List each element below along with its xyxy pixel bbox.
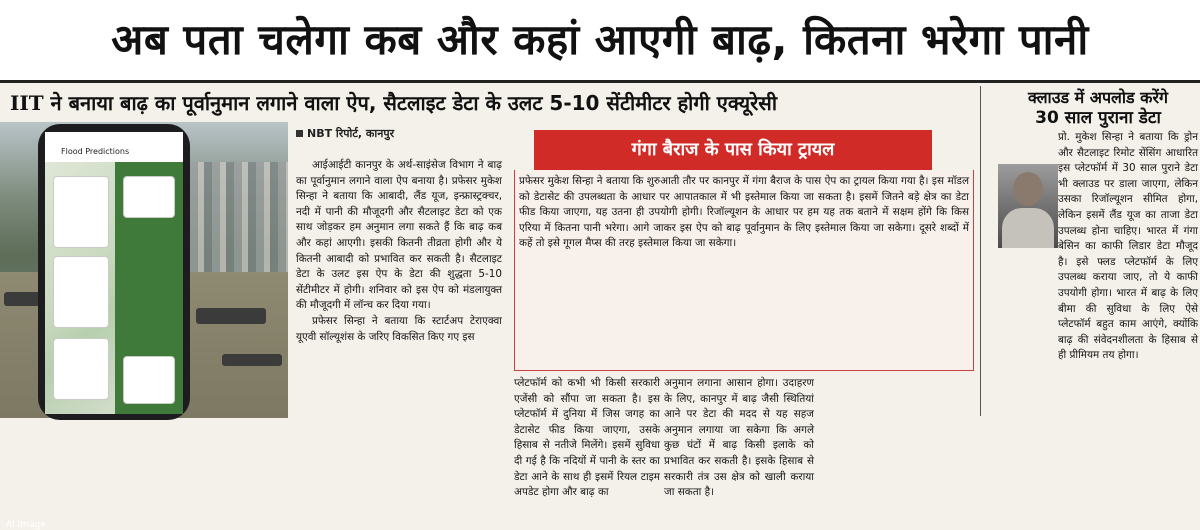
photo-credit: AI Image [6, 520, 46, 530]
subhead-iit: IIT [10, 91, 44, 115]
photo-city [190, 162, 288, 272]
photo-boat [222, 354, 282, 366]
headline-text: अब पता चलेगा कब और कहां आएगी बाढ़, कितना भरेगा पानी [111, 15, 1089, 64]
app-card [53, 176, 109, 248]
trial-box [514, 170, 974, 371]
side-heading-line-2: 30 साल पुराना डेटा [1035, 108, 1161, 128]
byline-square-icon [296, 130, 303, 137]
app-card [53, 256, 109, 328]
phone-screen [45, 132, 183, 414]
article-column-2: प्लेटफॉर्म को कभी भी किसी सरकारी एजेंसी को सौंपा जा सकता है। इस प्लेटफॉर्म में दुनिया में जिस जगह का डेटासेट फीड किया जाएगा, उसके हिसाब से नतीजे मिलेंगे। इसमें सुविधा दी गई है कि नदियों में पानी के स्तर का डेटा आने के साथ ही इसमें रियल टाइम अपडेट होगा और बाढ़ का [514, 377, 660, 499]
side-article-text: प्रो. मुकेश सिन्हा ने बताया कि ड्रोन और सैटलाइट रिमोट सेंसिंग आधारित इस प्लेटफॉर्म में 30 साल पुराने डेटा भी क्लाउड पर डाला जाएगा, लेकिन उसका रिजॉल्यूशन सीमित होगा, लेकिन इसमें लैंड यूज का ताजा डेटा उपलब्ध होना चाहिए। भारत में गंगा बेसिन का काफी लिडार डेटा मौजूद है। इसे फ्लड प्लेटफॉर्म के लिए उपलब्ध कराया जाए, तो ये काफी उपयोगी होगा। भारत में बाढ़ के लिए बीमा की सुविधा के लिए ऐसे प्लेटफॉर्म बहुत काम आएंगे, क्योंकि बाढ़ की संवेदनशीलता के हिसाब से ही प्रीमियम तय होगा। [1058, 131, 1198, 362]
photo-boat [196, 308, 266, 324]
subhead-text: ने बनाया बाढ़ का पूर्वानुमान लगाने वाला ऐप, सैटलाइट डेटा के उलट 5-10 सेंटीमीटर होगी एक्यूरेसी [43, 91, 778, 115]
column-1-paragraph-2: प्रफेसर सिन्हा ने बताया कि स्टार्टअप टेराएक्वा यूएवी सॉल्यूशंस के जरिए विकसित किए गए इस [296, 314, 502, 343]
side-heading [1000, 88, 1196, 128]
box-text: प्रफेसर मुकेश सिन्हा ने बताया कि शुरुआती तौर पर कानपुर में गंगा बैराज के पास ऐप का ट्रायल किया गया है। इस मॉडल को डेटासेट की उपलब्धता के आधार पर आपातकाल में भी इस्तेमाल किया जा सकता है। इसमें जितने बड़े क्षेत्र का डेटा फीड किया जाएगा, यह उतना ही उपयोगी होगी। रिजॉल्यूशन के आधार पर हम यह तक बताने में सक्षम होंगे कि किस एरिया में कितना पानी भरेगा। आगे जाकर इस ऐप को बाढ़ पूर्वानुमान के लिए इस्तेमाल किया जा सकेगा। दूसरे शब्दों में कहें तो इसे गूगल मैप्स की तरह इस्तेमाल किया जा सकेगा। [519, 175, 969, 250]
article-column-3: अनुमान लगाना आसान होगा। उदाहरण के लिए, कानपुर में बाढ़ जैसी स्थितियां आने पर डेटा की मदद से यह सहज अनुमान लगाया जा सकेगा कि अगले कुछ घंटों में बाढ़ किसी इलाके को प्रभावित कर सकती है। इसके हिसाब से सरकारी तंत्र उस क्षेत्र को खाली कराया जा सकता है। [664, 377, 814, 499]
box-title [534, 130, 932, 170]
subheadline [10, 86, 972, 120]
side-heading-line-1: क्लाउड में अपलोड करेंगे [1027, 88, 1169, 107]
column-1-paragraph-1: आईआईटी कानपुर के अर्थ-साइंसेज विभाग ने बाढ़ का पूर्वानुमान लगाने वाला ऐप बनाया है। प्रफेसर मुकेश सिन्हा ने बताया कि आबादी, लैंड यूज, इन्फ्रास्ट्रक्चर, नदी में पानी की मौजूदगी और सैटलाइट डेटा को एक साथ जोड़कर हम अनुमान लगा सकते हैं कि बाढ़ कब और कहां आएगी। इसकी कितनी तीव्रता होगी और ये कितनी आबादी को प्रभावित कर सकती है। सैटलाइट डेटा के उलट इस ऐप के डेटा की शुद्धता 5-10 सेंटीमीटर में होगी। शनिवार को इस ऐप को मंडलायुक्त की मौजूदगी में लॉन्च कर दिया गया। [296, 159, 502, 312]
column-divider [980, 86, 981, 416]
byline-text: NBT रिपोर्ट, कानपुर [307, 127, 395, 140]
byline [296, 126, 394, 141]
headline [0, 0, 1200, 80]
app-card [53, 338, 109, 400]
headline-rule [0, 80, 1200, 83]
article-column-1 [296, 158, 502, 345]
ai-photo [0, 122, 288, 530]
app-card [123, 356, 175, 404]
app-card [123, 176, 175, 218]
app-title: Flood Predictions [45, 132, 183, 162]
side-article [992, 130, 1198, 364]
box-title-text: गंगा बैराज के पास किया ट्रायल [631, 139, 835, 160]
